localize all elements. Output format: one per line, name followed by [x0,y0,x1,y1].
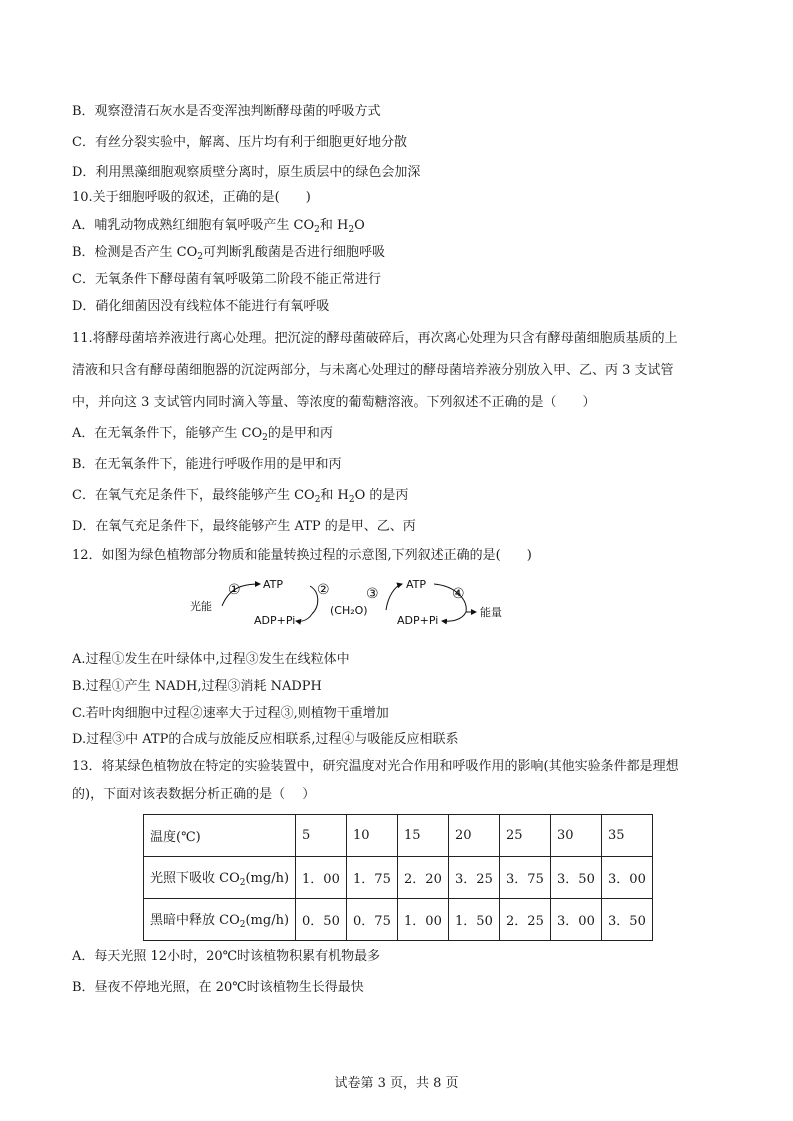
table-cell: 3．00 [602,857,653,899]
question-13-option-b: B．昼夜不停地光照，在 20℃时该植物生长得最快 [72,980,364,995]
temperature-co2-table [143,814,653,941]
arrow-to-adp-1 [296,614,312,621]
atp-label-2: ATP [406,578,427,591]
table-cell: 1．75 [347,857,398,899]
table-row-header: 光照下吸收 $CO_2(mg/h)$ [144,857,296,899]
energy-conversion-diagram [190,574,510,634]
table-row-header: 温度(℃) [144,815,296,857]
table-cell: 3．00 [551,899,602,941]
question-11-option-a: A．在无氧条件下，能够产生 $CO_2$的是甲和丙 [72,426,333,443]
process-2-label: ② [317,582,330,598]
question-13-option-a: A．每天光照 12小时，20℃时该植物积累有机物最多 [72,949,381,964]
table-cell: 20 [449,815,500,857]
table-cell: 25 [500,815,551,857]
table-cell: 15 [398,815,449,857]
adp-label-2: ADP+Pi [397,614,439,627]
question-12-stem: 12．如图为绿色植物部分物质和能量转换过程的示意图,下列叙述正确的是( ) [72,548,532,563]
table-cell: 3．50 [602,899,653,941]
option-c-mitosis-experiment: C．有丝分裂实验中，解离、压片均有利于细胞更好地分散 [72,135,407,150]
question-12-option-c: C.若叶肉细胞中过程②速率大于过程③,则植物干重增加 [72,706,389,721]
atp-label-1: ATP [263,578,284,591]
table-cell: 0．50 [296,899,347,941]
table-cell: 3．25 [449,857,500,899]
table-cell: 30 [551,815,602,857]
arrow-to-adp-2 [442,612,466,621]
question-12-option-a: A.过程①发生在叶绿体中,过程③发生在线粒体中 [72,652,350,667]
ch2o-label: (CH₂O) [330,604,368,617]
process-3-label: ③ [366,586,379,602]
table-cell: 35 [602,815,653,857]
question-13-stem-line2: 的)，下面对该表数据分析正确的是（ ） [72,787,316,802]
process-4-label: ④ [452,586,465,602]
table-row-header: 黑暗中释放 $CO_2(mg/h)$ [144,899,296,941]
question-13-stem-line1: 13．将某绿色植物放在特定的实验装置中，研究温度对光合作用和呼吸作用的影响(其他实验条件都是理想 [72,759,679,774]
question-11-stem-line2: 清液和只含有酵母菌细胞器的沉淀两部分，与未离心处理过的酵母菌培养液分别放入甲、乙、丙 3 支试管 [72,363,674,378]
table-cell: 10 [347,815,398,857]
question-12-option-b: B.过程①产生 NADH,过程③消耗 NADPH [72,679,322,694]
question-10-stem: 10.关于细胞呼吸的叙述，正确的是( ) [72,190,311,205]
option-d-hydrilla-plasmolysis: D．利用黑藻细胞观察质壁分离时，原生质层中的绿色会加深 [72,165,421,180]
table-row [144,815,653,857]
table-cell: 3．75 [500,857,551,899]
process-1-label: ① [228,582,241,598]
arrow-ch2o-to-atp [386,584,402,610]
question-11-option-c: C．在氧气充足条件下，最终能够产生 $CO_2$和 $H_2O$ 的是丙 [72,488,409,505]
question-10-option-a: A．哺乳动物成熟红细胞有氧呼吸产生 $CO_2$和 $H_2O$ [72,218,365,235]
table-cell: 1．50 [449,899,500,941]
page-footer: 试卷第 3 页，共 8 页 [334,1076,459,1091]
question-11-option-d: D．在氧气充足条件下，最终能够产生 ATP 的是甲、乙、丙 [72,519,416,534]
question-11-option-b: B．在无氧条件下，能进行呼吸作用的是甲和丙 [72,457,342,472]
table-cell: 2．25 [500,899,551,941]
table-cell: 5 [296,815,347,857]
question-11-stem-line1: 11.将酵母菌培养液进行离心处理。把沉淀的酵母菌破碎后，再次离心处理为只含有酵母菌细胞质基质的上 [72,331,678,346]
table-row [144,899,653,941]
table-cell: 1．00 [398,899,449,941]
question-12-option-d: D.过程③中 ATP的合成与放能反应相联系,过程④与吸能反应相联系 [72,732,459,747]
table-cell: 0．75 [347,899,398,941]
question-11-stem-line3: 中，并向这 3 支试管内同时滴入等量、等浓度的葡萄糖溶液。下列叙述不正确的是（ ） [72,395,596,410]
table-row [144,857,653,899]
table-cell: 1．00 [296,857,347,899]
adp-label-1: ADP+Pi [254,614,296,627]
table-cell: 2．20 [398,857,449,899]
table-cell: 3．50 [551,857,602,899]
energy-label: 能量 [480,606,502,619]
light-energy-label: 光能 [190,600,212,613]
question-10-option-b: B．检测是否产生 $CO_2$可判断乳酸菌是否进行细胞呼吸 [72,245,386,262]
question-10-option-c: C．无氧条件下酵母菌有氧呼吸第二阶段不能正常进行 [72,272,381,287]
option-b-observe-limewater: B．观察澄清石灰水是否变浑浊判断酵母菌的呼吸方式 [72,104,381,119]
question-10-option-d: D．硝化细菌因没有线粒体不能进行有氧呼吸 [72,299,330,314]
